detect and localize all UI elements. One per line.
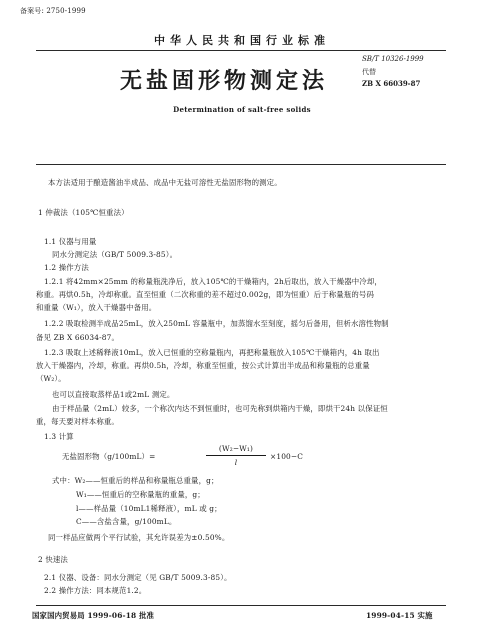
section-1-2-3-line-1: 1.2.3 吸取上述稀释液10mL，放入已恒重的空称量瓶内，再把称量瓶放入105℃干燥箱内，4h 取出 xyxy=(44,348,380,357)
section-2-1-text: 2.1 仪器、设备：同水分测定（见 GB/T 5009.3-85）。 xyxy=(44,573,232,582)
section-1-2-3-line-3: （W₂）。 xyxy=(36,374,66,383)
section-1-2-heading: 1.2 操作方法 xyxy=(44,263,89,272)
standard-code: SB/T 10326-1999 xyxy=(362,55,424,63)
error-note: 同一样品应做两个平行试验，其允许误差为±0.50%。 xyxy=(48,533,230,542)
registration-number: 备案号: 2750-1999 xyxy=(20,7,86,15)
formula-numerator: (W₂−W₁) xyxy=(218,444,254,453)
document-title-english: Determination of salt-free solids xyxy=(173,105,311,114)
scope-paragraph: 本方法适用于酿造酱油半成品、成品中无盐可溶性无盐固形物的测定。 xyxy=(48,178,282,187)
section-1-2-3-line-2: 放入干燥器内，冷却，称重。再烘0.5h，冷却，称重至恒重，按公式计算出半成品和称量瓶的总重量 xyxy=(36,361,370,370)
document-title: 无盐固形物测定法 xyxy=(120,68,329,94)
title-rule xyxy=(36,164,446,165)
replaces-label: 代替 xyxy=(362,68,376,76)
replaced-standard-code: ZB X 66039-87 xyxy=(362,79,421,88)
section-1-2-3-para-line-2: 重，每天要对样本称重。 xyxy=(36,417,119,426)
formula-lhs: 无盐固形物（g/100mL）= xyxy=(62,452,156,461)
section-1-heading: 1 仲裁法（105℃恒重法） xyxy=(38,208,129,217)
formula-denominator: l xyxy=(234,458,238,467)
section-2-2-text: 2.2 操作方法：同本规范1.2。 xyxy=(44,586,147,595)
where-line-2: W₁——恒重后的空称量瓶的重量，g； xyxy=(76,490,205,499)
where-line-1: 式中：W₂——恒重后的样品和称量瓶总重量，g； xyxy=(52,476,219,485)
where-line-3: l——样品量（10mL1稀释液），mL 或 g； xyxy=(76,504,222,513)
section-1-2-1-line-1: 1.2.1 将42mm×25mm 的称量瓶洗净后，放入105℃的干燥箱内，2h后取出，放入干燥器中冷却， xyxy=(44,277,382,286)
where-line-4: C——含盐含量，g/100mL。 xyxy=(76,517,177,526)
section-1-2-2-line-1: 1.2.2 吸取检测半成品25mL，放入250mL 容量瓶中，加蒸馏水至刻度，摇匀后备用，但析水溶性物制 xyxy=(44,319,389,328)
footer-implementation: 1999-04-15 实施 xyxy=(366,611,433,620)
formula-fraction-bar xyxy=(206,455,266,456)
section-1-2-3-note: 也可以直接取蒸样品1或2mL 测定。 xyxy=(52,390,175,399)
footer-rule xyxy=(36,605,446,606)
section-1-2-1-line-3: 和重量（W₁），放入干燥器中备用。 xyxy=(36,303,157,312)
section-1-1-text: 同水分测定法（GB/T 5009.3-85）。 xyxy=(52,250,178,259)
header-rule xyxy=(36,50,446,51)
section-1-1-heading: 1.1 仪器与用量 xyxy=(44,237,97,246)
section-1-3-heading: 1.3 计算 xyxy=(44,432,74,441)
section-1-2-3-para-line-1: 由于样品量（2mL）较多，一个称次内达不到恒重时，也可先称到烘箱内干燥，即烘干24h 以保证恒 xyxy=(52,404,388,413)
section-1-2-2-line-2: 备见 ZB X 66034-87。 xyxy=(36,333,120,342)
footer-approval: 国家国内贸易局 1999-06-18 批准 xyxy=(32,611,155,620)
formula-rhs: ×100−C xyxy=(270,452,304,461)
section-2-heading: 2 快速法 xyxy=(38,555,68,564)
industry-standard-header: 中华人民共和国行业标准 xyxy=(154,34,330,47)
section-1-2-1-line-2: 称重。再烘0.5h，冷却称重。直至恒重（二次称重的差不超过0.002g，即为恒重）后于称量瓶的号码 xyxy=(36,290,374,299)
